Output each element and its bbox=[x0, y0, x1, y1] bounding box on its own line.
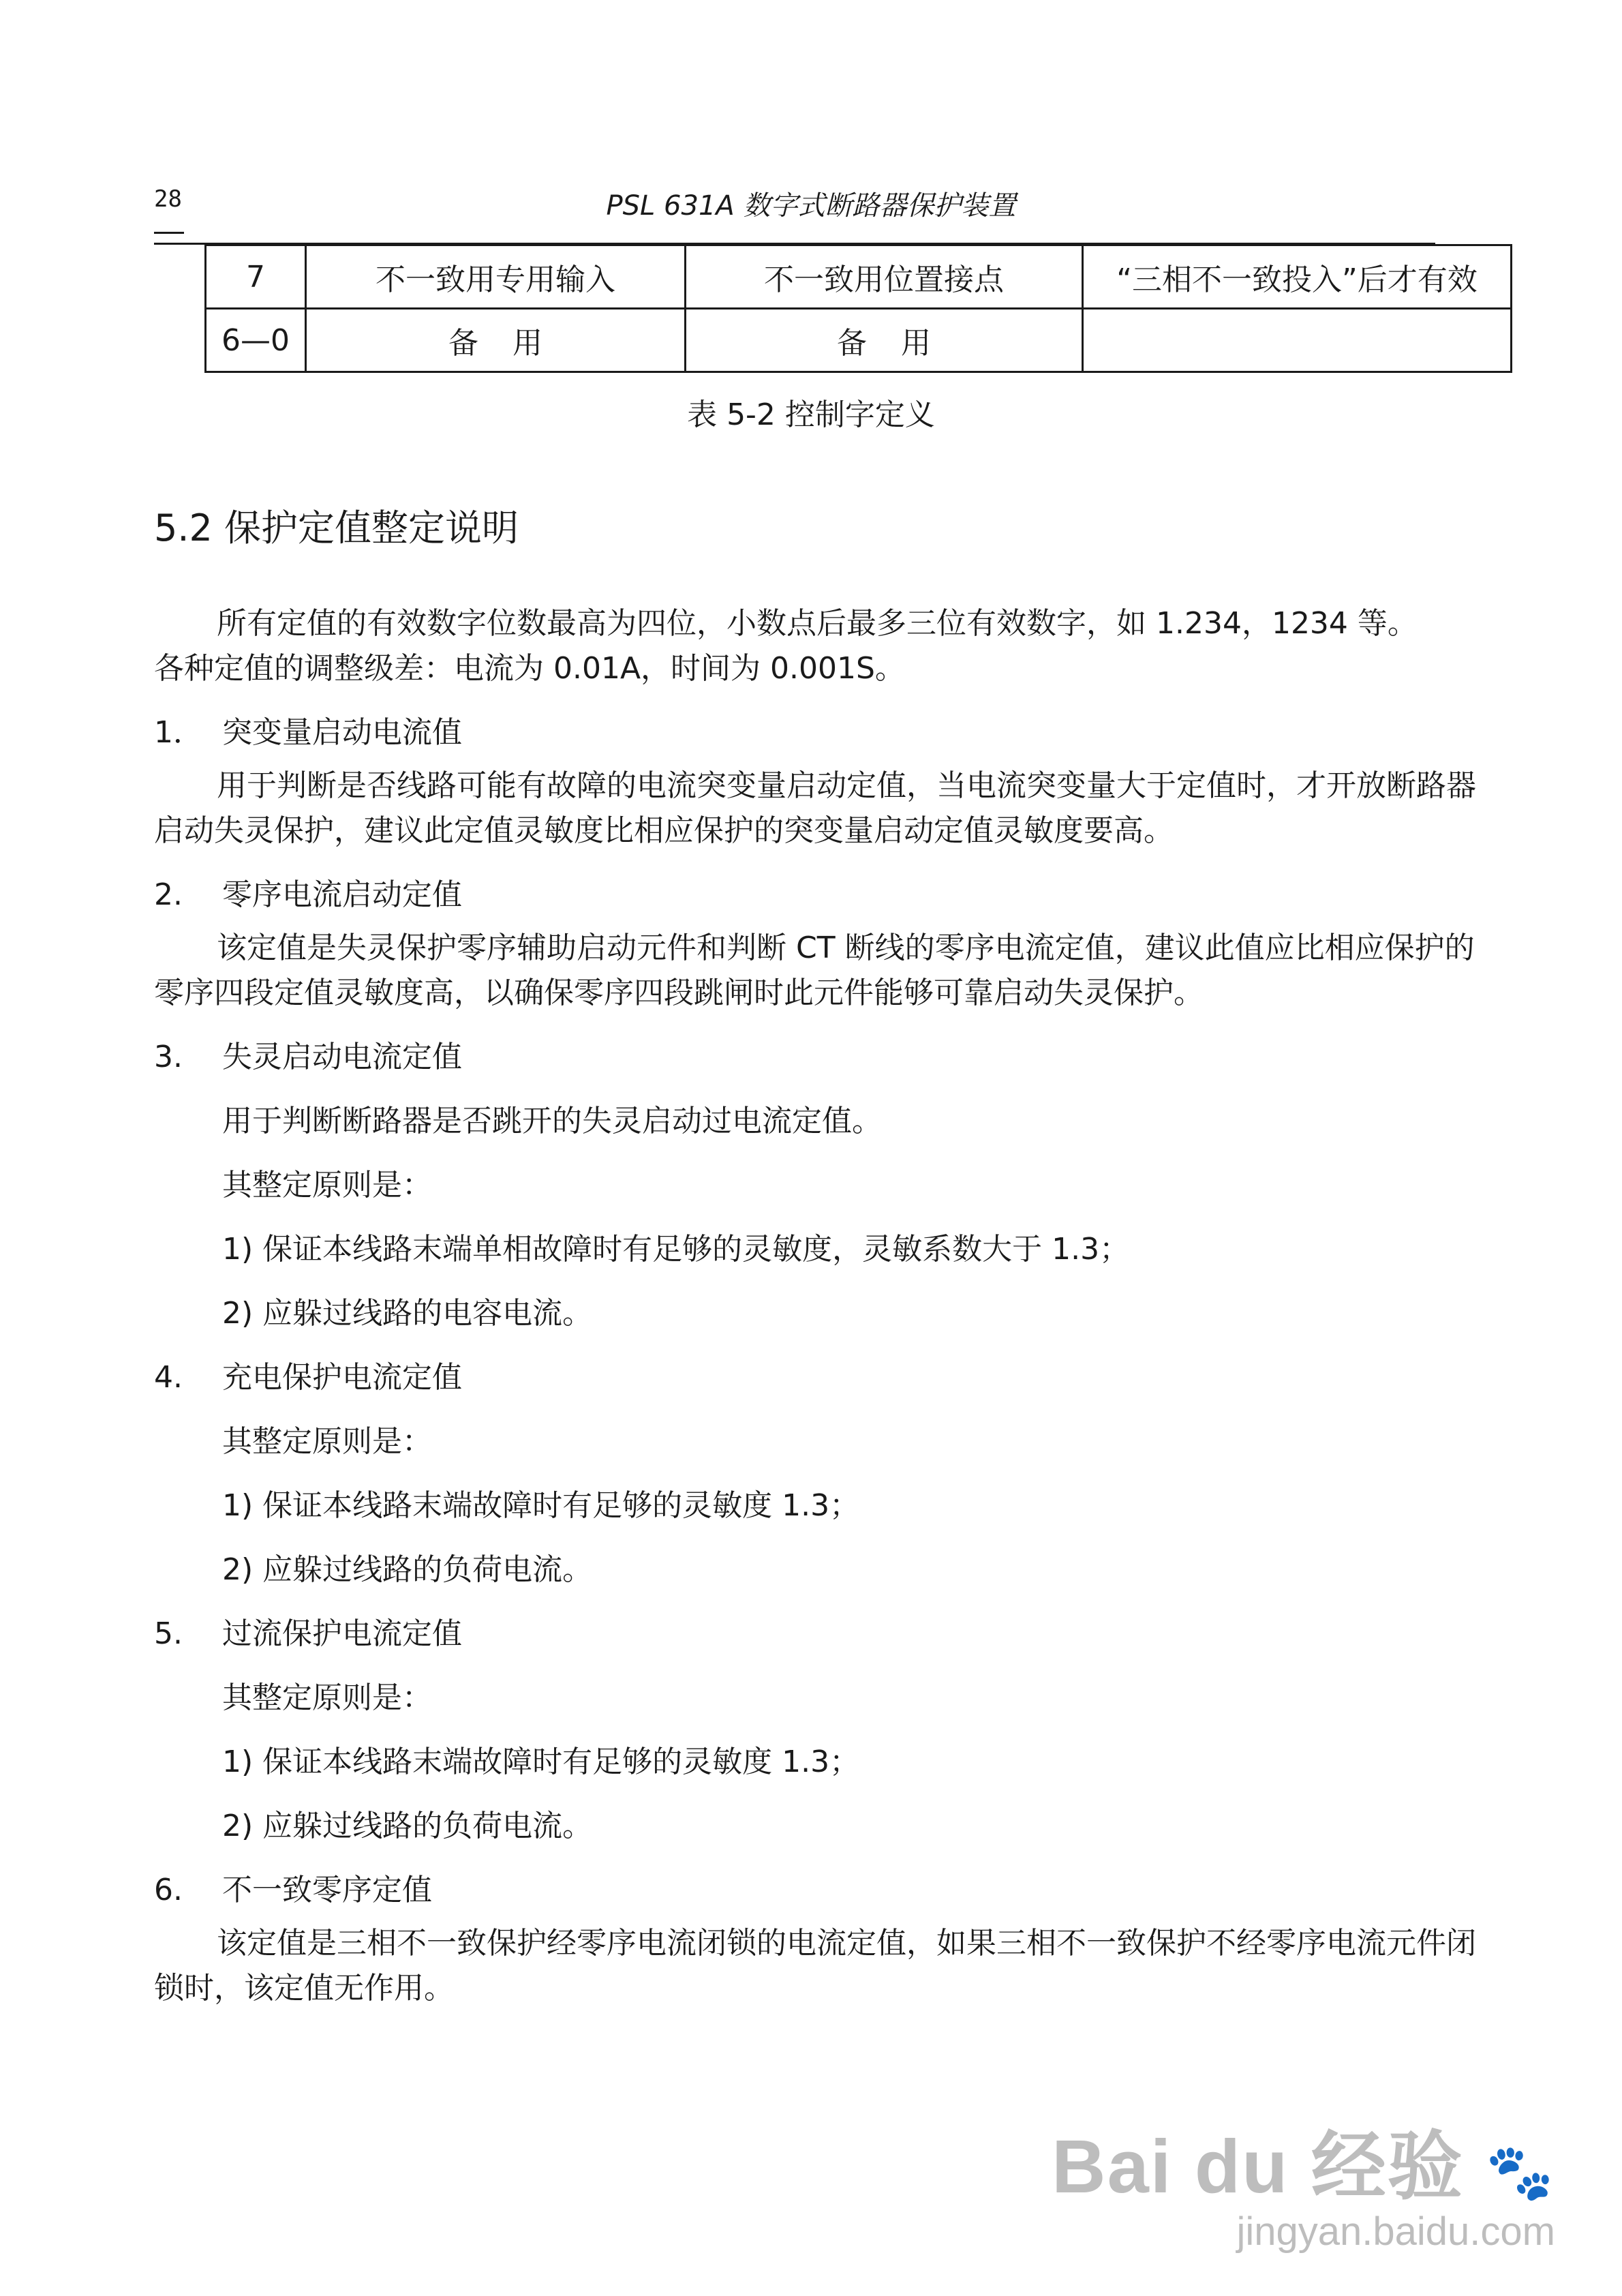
table-row bbox=[206, 309, 1512, 372]
item-number: 5. bbox=[154, 1616, 183, 1651]
item-heading bbox=[154, 710, 1476, 755]
item-number: 1． bbox=[154, 715, 203, 750]
item-heading bbox=[154, 1612, 1476, 1657]
table-cell-note: “三相不一致投入”后才有效 bbox=[1083, 245, 1512, 309]
table-cell-bit: 6—0 bbox=[206, 309, 306, 372]
item-number: 3. bbox=[154, 1040, 183, 1074]
page-number: 28 bbox=[154, 185, 182, 213]
section-heading: 5.2 保护定值整定说明 bbox=[154, 507, 519, 549]
item-heading bbox=[154, 1035, 1476, 1080]
intro-paragraph: 所有定值的有效数字位数最高为四位，小数点后最多三位有效数字，如 1.234，1234 等。 bbox=[217, 606, 1418, 641]
table-cell-name: 备用 bbox=[306, 309, 686, 372]
item-description: 该定值是三相不一致保护经零序电流闭锁的电流定值，如果三相不一致保护不经零序电流元件闭锁时，该定值无作用。 bbox=[154, 1926, 1476, 2006]
setting-rule: 2) 应躲过线路的负荷电流。 bbox=[222, 1809, 593, 1843]
setting-rule: 2) 应躲过线路的电容电流。 bbox=[222, 1296, 593, 1331]
table-caption: 表 5-2 控制字定义 bbox=[687, 397, 935, 432]
setting-principle-label: 其整定原则是： bbox=[222, 1168, 432, 1203]
baidu-logo-text: Bai du 经验 bbox=[1052, 2125, 1464, 2209]
baidu-jingyan-watermark bbox=[1052, 2106, 1555, 2254]
setting-rule: 1) 保证本线路末端故障时有足够的灵敏度 1.3； bbox=[222, 1488, 860, 1523]
item-title: 零序电流启动定值 bbox=[222, 877, 462, 912]
table-cell-note bbox=[1083, 309, 1512, 372]
item-heading bbox=[154, 873, 1476, 918]
item-description: 用于判断断路器是否跳开的失灵启动过电流定值。 bbox=[222, 1104, 882, 1138]
intro-continuation: 各种定值的调整级差：电流为 0.01A，时间为 0.001S。 bbox=[154, 651, 905, 686]
setting-rule: 1) 保证本线路末端单相故障时有足够的灵敏度，灵敏系数大于 1.3； bbox=[222, 1232, 1130, 1267]
item-number: 2. bbox=[154, 877, 183, 912]
page-number-underline bbox=[154, 232, 184, 234]
table-row bbox=[206, 245, 1512, 309]
setting-rule: 1) 保证本线路末端故障时有足够的灵敏度 1.3； bbox=[222, 1744, 860, 1779]
item-description: 用于判断是否线路可能有故障的电流突变量启动定值，当电流突变量大于定值时，才开放断路器启动失灵保护，建议此定值灵敏度比相应保护的突变量启动定值灵敏度要高。 bbox=[154, 768, 1476, 848]
item-heading bbox=[154, 1868, 1476, 1913]
item-title: 充电保护电流定值 bbox=[222, 1360, 462, 1395]
table-cell-desc: 备用 bbox=[686, 309, 1083, 372]
item-heading bbox=[154, 1355, 1476, 1400]
item-number: 6. bbox=[154, 1873, 183, 1907]
paw-icon: 🐾 bbox=[1486, 2141, 1555, 2203]
setting-rule: 2) 应躲过线路的负荷电流。 bbox=[222, 1552, 593, 1587]
item-number: 4. bbox=[154, 1360, 183, 1395]
item-title: 突变量启动电流值 bbox=[222, 715, 462, 750]
control-word-table bbox=[204, 244, 1512, 373]
section-body bbox=[154, 601, 1476, 2011]
item-title: 过流保护电流定值 bbox=[222, 1616, 462, 1651]
running-header-title: PSL 631A 数字式断路器保护装置 bbox=[606, 190, 1016, 222]
item-description: 该定值是失灵保护零序辅助启动元件和判断 CT 断线的零序电流定值，建议此值应比相应保护的零序四段定值灵敏度高，以确保零序四段跳闸时此元件能够可靠启动失灵保护。 bbox=[154, 931, 1475, 1010]
table-cell-bit: 7 bbox=[206, 245, 306, 309]
table-cell-name: 不一致用专用输入 bbox=[306, 245, 686, 309]
item-title: 不一致零序定值 bbox=[222, 1873, 432, 1907]
item-title: 失灵启动电流定值 bbox=[222, 1040, 462, 1074]
setting-principle-label: 其整定原则是： bbox=[222, 1680, 432, 1715]
setting-principle-label: 其整定原则是： bbox=[222, 1424, 432, 1459]
table-cell-desc: 不一致用位置接点 bbox=[686, 245, 1083, 309]
watermark-url: jingyan.baidu.com bbox=[1236, 2209, 1555, 2254]
